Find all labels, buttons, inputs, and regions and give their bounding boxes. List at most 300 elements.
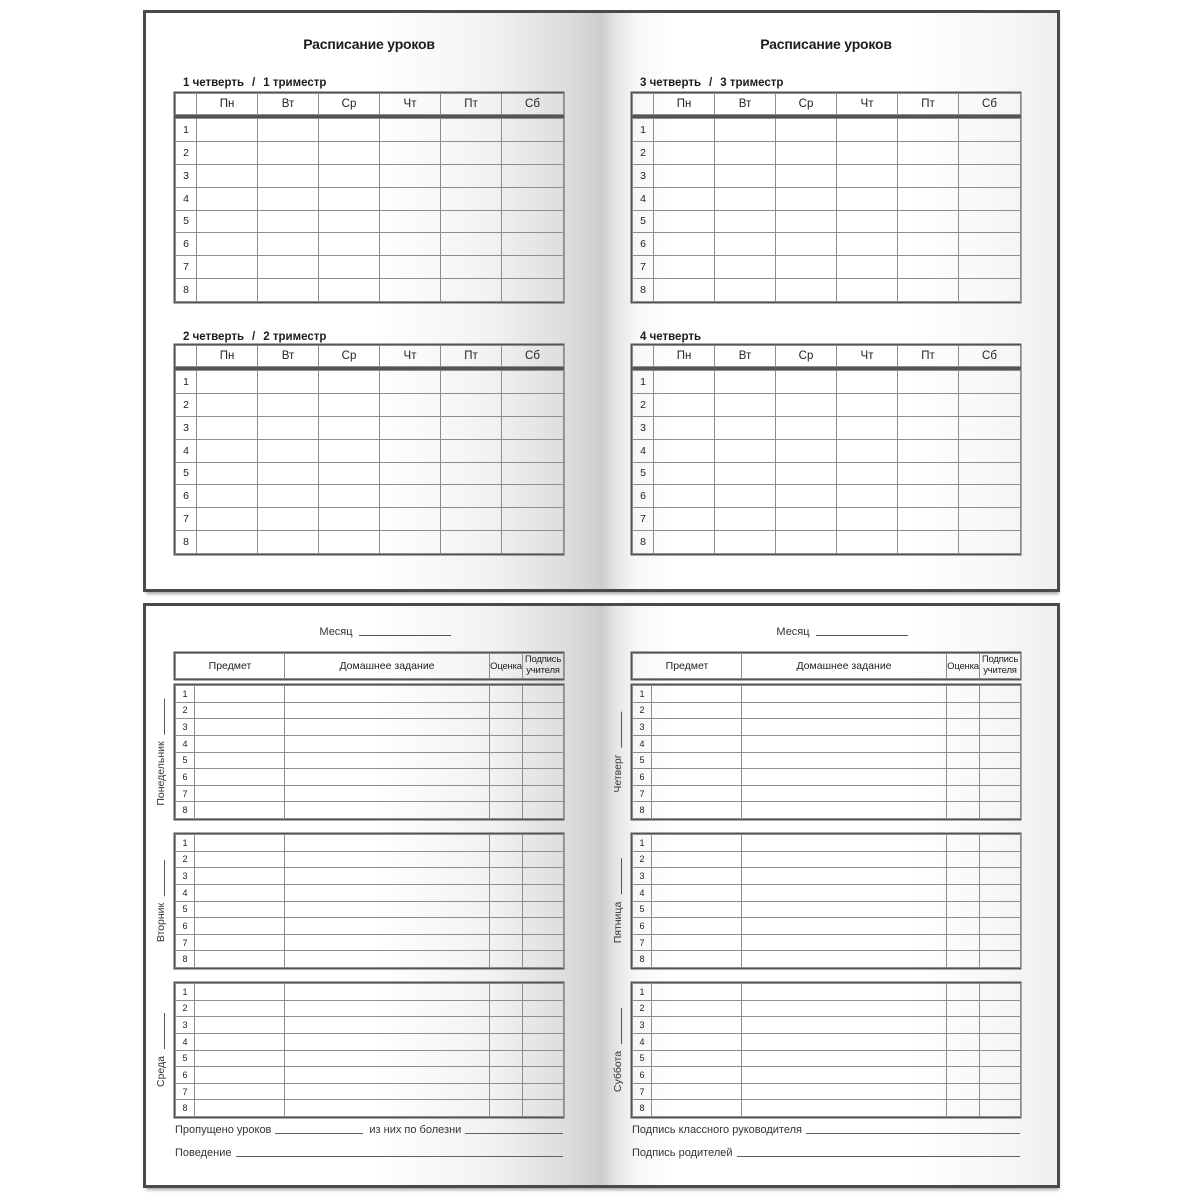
homework-cell [285, 951, 490, 968]
day-column-header: Сб [502, 94, 564, 115]
schedule-entry-cell [258, 508, 319, 531]
subject-cell [652, 686, 742, 703]
schedule-entry-cell [898, 164, 959, 187]
quarter-label: 1 четверть [183, 77, 245, 89]
schedule-entry-cell [197, 462, 258, 485]
lesson-number-cell: 1 [633, 984, 652, 1001]
schedule-entry-cell [197, 119, 258, 142]
schedule-entry-cell [776, 531, 837, 554]
missed-lessons-row [175, 1120, 563, 1136]
due-to-illness-fill-line [465, 1133, 563, 1134]
homework-cell [285, 1050, 490, 1067]
homework-cell [285, 1100, 490, 1117]
lesson-number-cell: 7 [633, 1083, 652, 1100]
lesson-number-cell: 4 [633, 187, 654, 210]
lesson-number-cell: 6 [633, 918, 652, 935]
subject-cell [195, 1000, 285, 1017]
signature-cell [523, 752, 564, 769]
schedule-entry-cell [715, 279, 776, 302]
schedule-entry-cell [441, 233, 502, 256]
lesson-number-cell: 7 [176, 934, 195, 951]
schedule-entry-cell [898, 187, 959, 210]
trimester-label: 3 триместр [720, 77, 784, 89]
schedule-entry-cell [441, 416, 502, 439]
schedule-entry-cell [654, 439, 715, 462]
schedule-entry-cell [258, 233, 319, 256]
day-column-header: Сб [502, 346, 564, 367]
subject-cell [195, 835, 285, 852]
grade-cell [490, 951, 523, 968]
schedule-entry-cell [319, 233, 380, 256]
lesson-number-cell: 7 [633, 934, 652, 951]
schedule-entry-cell [654, 187, 715, 210]
lesson-number-cell: 6 [633, 769, 652, 786]
lesson-number-cell: 4 [633, 439, 654, 462]
day-name: Четверг [612, 754, 624, 793]
parents-signature-row [632, 1143, 1020, 1159]
homework-cell [285, 835, 490, 852]
schedule-entry-cell [898, 233, 959, 256]
schedule-entry-cell [898, 439, 959, 462]
lesson-number-cell: 1 [633, 371, 654, 394]
homework-cell [742, 868, 947, 885]
homework-cell [285, 901, 490, 918]
lesson-number-cell: 6 [176, 1067, 195, 1084]
schedule-entry-cell [197, 508, 258, 531]
lesson-number-cell: 3 [633, 1017, 652, 1034]
lesson-number-cell: 1 [176, 835, 195, 852]
schedule-entry-cell [380, 439, 441, 462]
quarter-1-label [183, 77, 326, 89]
schedule-entry-cell [959, 164, 1021, 187]
schedule-entry-cell [776, 233, 837, 256]
subject-cell [195, 1100, 285, 1117]
grade-cell [947, 752, 980, 769]
schedule-entry-cell [898, 508, 959, 531]
schedule-entry-cell [319, 485, 380, 508]
schedule-entry-cell [776, 416, 837, 439]
schedule-entry-cell [441, 141, 502, 164]
day-table-monday [175, 685, 563, 819]
schedule-entry-cell [776, 256, 837, 279]
schedule-entry-cell [197, 141, 258, 164]
subject-cell [195, 735, 285, 752]
schedule-entry-cell [959, 256, 1021, 279]
grade-cell [490, 1050, 523, 1067]
homework-cell [285, 802, 490, 819]
lesson-number-cell: 2 [633, 851, 652, 868]
schedule-entry-cell [959, 141, 1021, 164]
homework-cell [285, 884, 490, 901]
grade-cell [490, 802, 523, 819]
signature-cell [980, 934, 1021, 951]
homework-cell [742, 984, 947, 1001]
date-fill-line [164, 698, 165, 734]
subject-cell [652, 868, 742, 885]
schedule-entry-cell [380, 416, 441, 439]
quarter-4-label [640, 331, 717, 343]
subject-cell [195, 1083, 285, 1100]
grade-cell [490, 1067, 523, 1084]
subject-cell [195, 769, 285, 786]
signature-cell [980, 1083, 1021, 1100]
schedule-entry-cell [959, 233, 1021, 256]
signature-cell [523, 1033, 564, 1050]
schedule-body-table [175, 370, 563, 554]
signature-cell [523, 785, 564, 802]
schedule-entry-cell [258, 416, 319, 439]
signature-cell [523, 951, 564, 968]
grade-cell [490, 901, 523, 918]
lesson-number-cell: 3 [176, 416, 197, 439]
schedule-entry-cell [380, 371, 441, 394]
schedule-entry-cell [776, 279, 837, 302]
schedule-entry-cell [654, 371, 715, 394]
schedule-entry-cell [959, 531, 1021, 554]
lesson-number-cell: 4 [176, 439, 197, 462]
lesson-number-cell: 3 [633, 416, 654, 439]
lesson-number-cell: 2 [633, 1000, 652, 1017]
schedule-entry-cell [319, 393, 380, 416]
schedule-entry-cell [502, 462, 564, 485]
lesson-number-cell: 2 [176, 1000, 195, 1017]
lesson-number-cell: 8 [633, 279, 654, 302]
date-fill-line [621, 1008, 622, 1044]
homework-cell [742, 835, 947, 852]
lesson-number-cell: 1 [176, 371, 197, 394]
class-teacher-signature-label: Подпись классного руководителя [632, 1124, 802, 1136]
lesson-number-cell: 5 [176, 1050, 195, 1067]
schedule-entry-cell [654, 233, 715, 256]
lesson-number-cell: 8 [633, 951, 652, 968]
schedule-entry-cell [715, 210, 776, 233]
trimester-label: 2 триместр [263, 331, 327, 343]
signature-cell [523, 835, 564, 852]
day-column-header: Пт [898, 94, 959, 115]
signature-cell [523, 702, 564, 719]
grade-cell [490, 735, 523, 752]
subject-cell [652, 1067, 742, 1084]
day-column-header: Пт [441, 346, 502, 367]
signature-cell [523, 918, 564, 935]
schedule-entry-cell [959, 371, 1021, 394]
subject-cell [195, 868, 285, 885]
subject-cell [652, 1033, 742, 1050]
month-label: Месяц [319, 626, 353, 638]
schedule-entry-cell [715, 119, 776, 142]
subject-column-header: Предмет [633, 654, 742, 679]
subject-cell [195, 934, 285, 951]
signature-cell [980, 984, 1021, 1001]
day-name: Пятница [612, 901, 624, 944]
schedule-entry-cell [380, 279, 441, 302]
homework-cell [285, 686, 490, 703]
subject-cell [652, 851, 742, 868]
lesson-number-cell: 4 [176, 187, 197, 210]
schedule-entry-cell [319, 462, 380, 485]
lesson-number-cell: 5 [176, 901, 195, 918]
signature-cell [980, 752, 1021, 769]
subject-column-header: Предмет [176, 654, 285, 679]
schedule-entry-cell [197, 187, 258, 210]
homework-cell [285, 769, 490, 786]
signature-cell [980, 1017, 1021, 1034]
schedule-entry-cell [898, 119, 959, 142]
day-label-saturday [606, 983, 630, 1117]
schedule-entry-cell [837, 462, 898, 485]
schedule-entry-cell [258, 439, 319, 462]
signature-cell [523, 735, 564, 752]
homework-cell [742, 769, 947, 786]
signature-cell [980, 702, 1021, 719]
day-table-thursday [632, 685, 1020, 819]
schedule-entry-cell [380, 210, 441, 233]
schedule-entry-cell [959, 485, 1021, 508]
signature-cell [523, 934, 564, 951]
schedule-entry-cell [654, 416, 715, 439]
homework-cell [285, 934, 490, 951]
signature-cell [980, 918, 1021, 935]
grade-cell [947, 884, 980, 901]
schedule-entry-cell [441, 462, 502, 485]
schedule-entry-cell [319, 439, 380, 462]
signature-cell [523, 1100, 564, 1117]
day-label-tuesday [149, 834, 173, 968]
day-column-header: Чт [380, 94, 441, 115]
schedule-entry-cell [380, 485, 441, 508]
grade-cell [947, 769, 980, 786]
schedule-entry-cell [380, 187, 441, 210]
schedule-entry-cell [502, 393, 564, 416]
schedule-entry-cell [715, 416, 776, 439]
lesson-number-cell: 3 [176, 868, 195, 885]
day-column-header: Пт [898, 346, 959, 367]
schedule-entry-cell [502, 485, 564, 508]
schedule-entry-cell [776, 210, 837, 233]
schedule-entry-cell [837, 256, 898, 279]
schedule-entry-cell [898, 416, 959, 439]
diary-spread [143, 603, 1060, 1188]
schedule-entry-cell [258, 119, 319, 142]
homework-cell [742, 1050, 947, 1067]
signature-cell [980, 901, 1021, 918]
schedule-entry-cell [654, 119, 715, 142]
lesson-number-cell: 1 [176, 984, 195, 1001]
lesson-number-cell: 5 [633, 210, 654, 233]
schedule-entry-cell [776, 187, 837, 210]
homework-cell [742, 785, 947, 802]
schedule-entry-cell [654, 508, 715, 531]
missed-lessons-fill-line [275, 1133, 363, 1134]
subject-cell [652, 1100, 742, 1117]
lesson-number-cell: 6 [633, 1067, 652, 1084]
schedule-entry-cell [837, 371, 898, 394]
grade-cell [947, 1050, 980, 1067]
lesson-number-cell: 2 [176, 851, 195, 868]
quarter-label: 4 четверть [640, 331, 702, 343]
grade-column-header: Оценка [947, 654, 980, 679]
grade-cell [490, 769, 523, 786]
homework-cell [285, 785, 490, 802]
grade-cell [490, 1017, 523, 1034]
lesson-number-cell: 6 [176, 769, 195, 786]
schedule-entry-cell [654, 210, 715, 233]
schedule-body-table [175, 118, 563, 302]
schedule-entry-cell [837, 233, 898, 256]
grade-cell [947, 951, 980, 968]
lesson-number-cell: 1 [633, 119, 654, 142]
schedule-entry-cell [380, 508, 441, 531]
grade-cell [947, 851, 980, 868]
signature-cell [523, 769, 564, 786]
day-label-thursday [606, 685, 630, 819]
schedule-entry-cell [959, 439, 1021, 462]
homework-cell [742, 752, 947, 769]
schedule-entry-cell [837, 141, 898, 164]
schedule-entry-cell [502, 233, 564, 256]
schedule-header-table [632, 93, 1020, 115]
homework-cell [285, 918, 490, 935]
parents-signature-fill-line [737, 1156, 1021, 1157]
homework-cell [285, 851, 490, 868]
signature-cell [980, 951, 1021, 968]
schedule-entry-cell [441, 371, 502, 394]
lesson-number-cell: 6 [633, 485, 654, 508]
schedule-entry-cell [654, 531, 715, 554]
schedule-entry-cell [197, 416, 258, 439]
grade-cell [947, 934, 980, 951]
grade-cell [947, 1100, 980, 1117]
schedule-entry-cell [715, 393, 776, 416]
homework-cell [742, 735, 947, 752]
lesson-number-cell: 8 [633, 1100, 652, 1117]
homework-column-header: Домашнее задание [285, 654, 490, 679]
quarter-3-label [640, 77, 783, 89]
schedule-entry-cell [258, 371, 319, 394]
schedule-entry-cell [776, 393, 837, 416]
schedule-entry-cell [380, 119, 441, 142]
day-column-header: Пн [654, 94, 715, 115]
schedule-corner-cell [633, 346, 654, 367]
signature-cell [523, 1067, 564, 1084]
lesson-number-cell: 5 [176, 462, 197, 485]
subject-cell [652, 719, 742, 736]
subject-cell [195, 1050, 285, 1067]
signature-cell [980, 769, 1021, 786]
trimester-label: 1 триместр [263, 77, 327, 89]
day-column-header: Ср [319, 346, 380, 367]
month-fill-line [359, 635, 451, 636]
signature-cell [523, 719, 564, 736]
schedule-entry-cell [380, 531, 441, 554]
lesson-number-cell: 8 [176, 279, 197, 302]
schedule-corner-cell [176, 94, 197, 115]
schedule-entry-cell [197, 279, 258, 302]
schedule-entry-cell [837, 279, 898, 302]
day-label-wednesday [149, 983, 173, 1117]
schedule-entry-cell [654, 393, 715, 416]
schedule-entry-cell [776, 508, 837, 531]
subject-cell [652, 802, 742, 819]
grade-cell [490, 702, 523, 719]
grade-cell [947, 868, 980, 885]
grade-cell [490, 934, 523, 951]
behavior-row [175, 1143, 563, 1159]
grade-cell [490, 1000, 523, 1017]
signature-cell [523, 1017, 564, 1034]
diary-header-table [632, 653, 1020, 679]
schedule-entry-cell [258, 462, 319, 485]
schedule-entry-cell [898, 256, 959, 279]
day-column-header: Пн [654, 346, 715, 367]
signature-cell [980, 1100, 1021, 1117]
grade-cell [490, 884, 523, 901]
homework-cell [285, 1000, 490, 1017]
subject-cell [652, 884, 742, 901]
quarter-label: 3 четверть [640, 77, 702, 89]
schedule-entry-cell [319, 531, 380, 554]
schedule-entry-cell [197, 531, 258, 554]
day-column-header: Вт [715, 94, 776, 115]
lesson-number-cell: 8 [176, 802, 195, 819]
quarter-separator: / [252, 331, 256, 343]
signature-cell [523, 984, 564, 1001]
schedule-entry-cell [654, 256, 715, 279]
signature-cell [523, 884, 564, 901]
subject-cell [195, 884, 285, 901]
subject-cell [652, 785, 742, 802]
schedule-entry-cell [959, 416, 1021, 439]
schedule-entry-cell [776, 141, 837, 164]
schedule-entry-cell [715, 508, 776, 531]
lesson-number-cell: 7 [176, 785, 195, 802]
grade-cell [490, 686, 523, 703]
diary-header-table [175, 653, 563, 679]
lesson-number-cell: 5 [633, 752, 652, 769]
lesson-number-cell: 2 [633, 393, 654, 416]
day-name: Вторник [155, 902, 167, 943]
day-column-header: Сб [959, 346, 1021, 367]
day-column-header: Пн [197, 94, 258, 115]
schedule-header-table [175, 345, 563, 367]
grade-cell [947, 918, 980, 935]
lesson-number-cell: 8 [633, 802, 652, 819]
lesson-number-cell: 7 [176, 256, 197, 279]
signature-cell [980, 868, 1021, 885]
signature-cell [980, 719, 1021, 736]
schedule-entry-cell [715, 462, 776, 485]
schedule-entry-cell [776, 119, 837, 142]
schedule-entry-cell [959, 279, 1021, 302]
signature-cell [523, 1050, 564, 1067]
lesson-number-cell: 3 [633, 868, 652, 885]
homework-cell [742, 951, 947, 968]
day-column-header: Чт [837, 346, 898, 367]
class-teacher-signature-row [632, 1120, 1020, 1136]
lesson-number-cell: 3 [176, 1017, 195, 1034]
subject-cell [195, 719, 285, 736]
schedule-entry-cell [776, 485, 837, 508]
schedule-entry-cell [776, 462, 837, 485]
signature-cell [523, 868, 564, 885]
lesson-number-cell: 4 [176, 884, 195, 901]
schedule-entry-cell [837, 416, 898, 439]
date-fill-line [621, 711, 622, 747]
schedule-corner-cell [176, 346, 197, 367]
schedule-entry-cell [654, 485, 715, 508]
schedule-entry-cell [715, 233, 776, 256]
signature-cell [980, 835, 1021, 852]
